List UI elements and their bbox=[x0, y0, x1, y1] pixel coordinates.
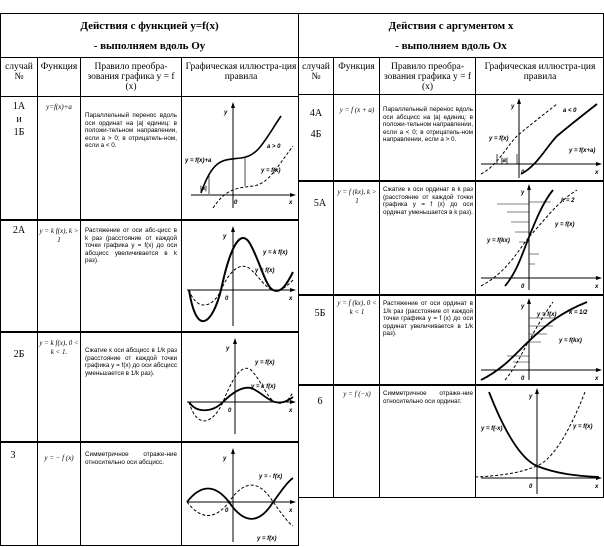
graph-6 bbox=[477, 386, 603, 496]
label-fxa: y = f(x+a) bbox=[569, 148, 596, 154]
axis-arrow bbox=[231, 448, 235, 454]
label-zero: 0 bbox=[225, 296, 229, 302]
axis-arrow bbox=[290, 193, 296, 197]
col-divider bbox=[379, 58, 380, 497]
label-fx: y = f(x) bbox=[257, 536, 277, 542]
graph-5a bbox=[477, 182, 603, 292]
label-orig: y = f(x) bbox=[261, 168, 281, 174]
label-zero: 0 bbox=[521, 284, 525, 290]
label-y: y bbox=[521, 304, 525, 310]
label-zero: 0 bbox=[234, 200, 238, 206]
label-x: x bbox=[289, 296, 293, 302]
graph-1 bbox=[183, 98, 298, 218]
col-divider bbox=[181, 58, 182, 545]
label-y: y bbox=[529, 394, 533, 400]
rule-1: Параллельный перенос вдоль оси ординат на |a| единиц: в положи-тельном направлении, если a > 0; в отрицатель-ном, если a < 0. bbox=[85, 112, 177, 150]
curve-compressed bbox=[189, 388, 293, 411]
curve-original bbox=[475, 392, 585, 477]
col-divider bbox=[80, 58, 81, 545]
right-title bbox=[299, 14, 603, 58]
header-case: случай № bbox=[5, 62, 33, 82]
case-label: и bbox=[16, 114, 22, 125]
rule-5a: Сжатие к оси ординат в k раз (расстояние от каждой точки графика y = f (x) до оси ординат уменьшается в k раз). bbox=[383, 186, 473, 216]
rule-3: Симметричное отраже-ние относительно оси абсцисс. bbox=[85, 451, 177, 466]
header-case: случай № bbox=[302, 62, 330, 82]
label-zero: 0 bbox=[225, 508, 229, 514]
col-divider bbox=[475, 58, 476, 497]
case-label: 4А bbox=[309, 108, 323, 119]
label-fx: y = f(x) bbox=[555, 222, 575, 228]
label-zero: 0 bbox=[529, 484, 533, 490]
col-divider bbox=[37, 58, 38, 545]
case-5b: 5Б bbox=[314, 308, 326, 319]
function-3: y = − f (x) bbox=[44, 454, 74, 462]
curve-reflected bbox=[187, 478, 293, 519]
header-rule-line bbox=[299, 94, 603, 95]
axis-arrow bbox=[527, 184, 531, 190]
left-title-text: Действия с функцией y=f(x) bbox=[80, 20, 219, 32]
label-zero: 0 bbox=[521, 170, 525, 176]
curve-reflected bbox=[489, 392, 599, 477]
label-fnx: y = f(-x) bbox=[481, 426, 503, 432]
label-y: y bbox=[226, 346, 230, 352]
label-zero: 0 bbox=[228, 408, 232, 414]
function-1: y=f(x)+a bbox=[46, 103, 72, 111]
axis-arrow bbox=[596, 368, 602, 372]
curve-original bbox=[189, 368, 293, 421]
label-abs-a: |a| bbox=[200, 186, 207, 192]
label-a: a > 0 bbox=[267, 144, 281, 150]
axis-arrow bbox=[290, 500, 296, 504]
left-title bbox=[1, 14, 298, 58]
label-fx: y = f(x) bbox=[537, 312, 557, 318]
row-divider bbox=[1, 331, 298, 333]
header-function: Функция bbox=[338, 62, 375, 72]
label-fx: y = f(x) bbox=[489, 136, 509, 142]
label-x: x bbox=[289, 200, 293, 206]
rule-4: Параллельный перенос вдоль оси абсцисс на |a| единиц: в положи-тельном направлении, если a < 0; в отрицатель-ном направлении, если a > 0. bbox=[383, 106, 473, 144]
axis-arrow bbox=[535, 388, 539, 394]
header-function: Функция bbox=[40, 62, 78, 72]
label-x: x bbox=[595, 484, 599, 490]
case-5a: 5А bbox=[313, 198, 327, 209]
label-a: a < 0 bbox=[563, 108, 577, 114]
case-2a: 2А bbox=[12, 225, 26, 236]
axis-arrow bbox=[517, 98, 521, 104]
right-table bbox=[298, 13, 604, 498]
case-6: 6 bbox=[317, 396, 323, 407]
graph-2a bbox=[183, 222, 298, 330]
axis-arrow bbox=[596, 162, 602, 166]
graph-3 bbox=[183, 444, 298, 547]
header-rule: Правило преобра-зования графика y = f (x) bbox=[87, 62, 175, 92]
curve-original bbox=[213, 146, 293, 208]
label-x: x bbox=[289, 508, 293, 514]
label-y: y bbox=[511, 104, 515, 110]
case-1 bbox=[3, 100, 35, 139]
function-2a: y = k f(x), k > 1 bbox=[39, 227, 79, 244]
hatching bbox=[497, 202, 551, 264]
left-subtitle: - выполняем вдоль Oy bbox=[93, 40, 206, 52]
case-4 bbox=[301, 107, 331, 141]
axis-arrow bbox=[231, 102, 235, 108]
header-rule: Правило преобра-зования графика y = f (x) bbox=[383, 62, 472, 92]
case-label: 4Б bbox=[310, 129, 322, 140]
rule-6: Симметричное отраже-ние относительно оси ординат. bbox=[383, 390, 473, 405]
rule-2b: Сжатие к оси абсцисс в 1/k раз (расстояние от каждой точки графика y = f(x) до оси абсцисс уменьшается в 1/k раз). bbox=[85, 347, 177, 377]
col-divider bbox=[333, 58, 334, 497]
function-5a: y = f (kx), k > 1 bbox=[337, 188, 377, 205]
axis-arrow bbox=[290, 400, 296, 404]
rule-5b: Растяжение от оси ординат в 1/k раз (расстояние от каждой точки графика y = f (x) до оси ординат увеличивается в 1/k раз). bbox=[383, 300, 473, 338]
header-rule-line bbox=[1, 96, 298, 97]
axis-arrow bbox=[596, 276, 602, 280]
label-fkx: y = f(kx) bbox=[559, 338, 582, 344]
label-kfx: y = k f(x) bbox=[251, 384, 276, 390]
label-fx: y = f(x) bbox=[255, 360, 275, 366]
label-y: y bbox=[223, 456, 227, 462]
curve-shifted bbox=[201, 116, 281, 193]
function-4: y = f (x + a) bbox=[339, 106, 375, 114]
axis-arrow bbox=[290, 288, 296, 292]
row-divider bbox=[1, 441, 298, 443]
label-kfx: y = k f(x) bbox=[263, 250, 288, 256]
label-neg: y = - f(x) bbox=[259, 474, 283, 480]
curve-original bbox=[187, 485, 293, 526]
right-subtitle: - выполняем вдоль Ox bbox=[395, 40, 507, 52]
left-table bbox=[0, 13, 299, 546]
header-illustration: Графическая иллюстра-ция правила bbox=[185, 62, 297, 82]
axis-arrow bbox=[527, 298, 531, 304]
function-5b: y = f (kx), 0 < k < 1 bbox=[337, 299, 377, 316]
case-label: 1А bbox=[12, 101, 26, 112]
label-x: x bbox=[595, 284, 599, 290]
function-2b: y = k f(x), 0 < k < 1. bbox=[39, 339, 79, 356]
function-6: y = f (−x) bbox=[343, 390, 371, 398]
rule-2a: Растяжение от оси абс-цисс в k раз (расстояние от каждой точки графика y = f(x) до оси абсцисс увеличивается в k раз). bbox=[85, 227, 177, 265]
row-divider bbox=[1, 219, 298, 221]
label-k: k = 1/2 bbox=[569, 310, 588, 316]
label-x: x bbox=[595, 170, 599, 176]
label-x: x bbox=[289, 408, 293, 414]
curve-original bbox=[189, 266, 293, 305]
graph-2b bbox=[183, 334, 298, 439]
label-y: y bbox=[521, 190, 525, 196]
case-2b: 2Б bbox=[13, 349, 25, 360]
graph-4 bbox=[477, 96, 603, 180]
label-shifted: y = f(x)+a bbox=[185, 158, 212, 164]
label-k: k = 2 bbox=[561, 198, 575, 204]
label-abs-a: |a| bbox=[501, 158, 508, 164]
header-illustration: Графическая иллюстра-ция правила bbox=[484, 62, 596, 82]
label-fkx: y = f(kx) bbox=[487, 238, 510, 244]
axis-arrow bbox=[233, 338, 237, 344]
label-fx: y = f(x) bbox=[573, 424, 593, 430]
case-3: 3 bbox=[10, 450, 16, 461]
graph-5b bbox=[477, 296, 603, 382]
label-fx: y = f(x) bbox=[255, 268, 275, 274]
label-y: y bbox=[223, 234, 227, 240]
label-zero: 0 bbox=[521, 376, 525, 382]
label-x: x bbox=[595, 376, 599, 382]
case-label: 1Б bbox=[13, 127, 25, 138]
label-y: y bbox=[224, 110, 228, 116]
axis-arrow bbox=[231, 226, 235, 232]
right-title-text: Действия с аргументом x bbox=[388, 20, 514, 32]
